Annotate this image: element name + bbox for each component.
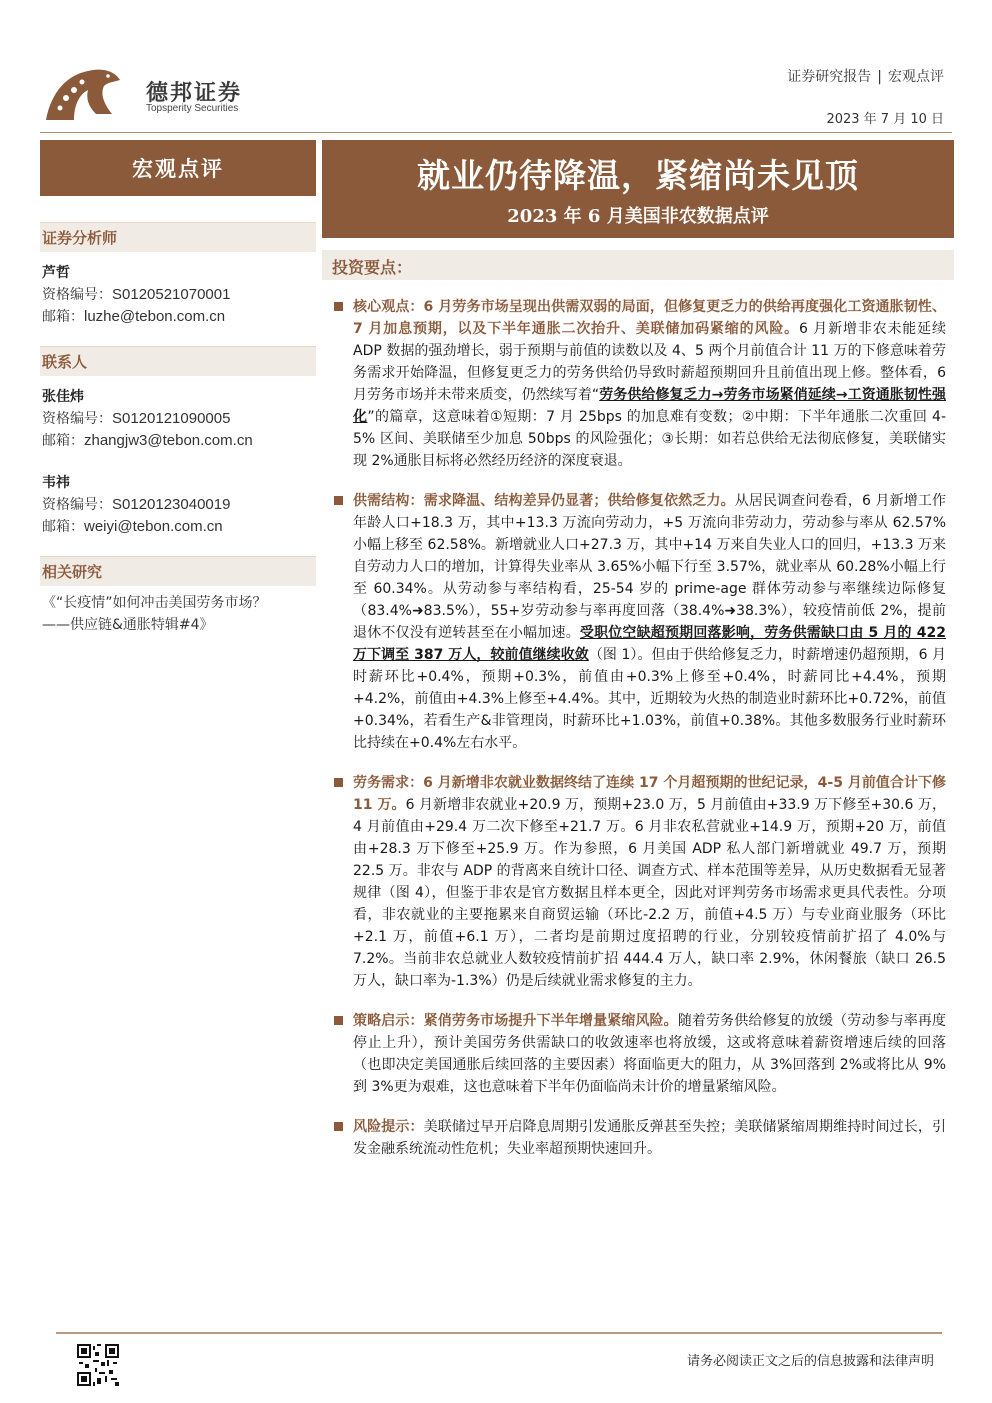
header-divider bbox=[40, 132, 952, 133]
key-point-text: ”的篇章，这意味着①短期：7 月 25bps 的加息难有变数；②中期：下半年通胀二次重回 4-5% 区间、美联储至少加息 50bps 的风险强化；③长期：如若总供给无法彻底修复，美联储实现 2%通胀目标将必然经历经济的深度衰退。 bbox=[353, 409, 947, 469]
header-separator: | bbox=[877, 69, 882, 85]
email-link[interactable]: zhangjw3@tebon.com.cn bbox=[84, 432, 253, 449]
report-category: 宏观点评 bbox=[888, 69, 944, 85]
sidebar bbox=[40, 214, 316, 636]
key-point-emphasis: 受职位空缺超预期回落影响，劳务供需缺口由 5 月的 422 万下调至 387 万人，较前值继续收敛 bbox=[353, 625, 946, 663]
brand-name-en: Topsperity Securities bbox=[146, 103, 239, 114]
contact-heading: 联系人 bbox=[40, 346, 316, 376]
key-points bbox=[322, 296, 954, 1160]
research-line: 《“长疫情”如何冲击美国劳务市场？ bbox=[42, 595, 267, 611]
report-subtitle: 2023 年 6 月美国非农数据点评 bbox=[507, 206, 769, 227]
bullet-marker bbox=[334, 1122, 343, 1131]
cert-label: 资格编号： bbox=[42, 411, 112, 427]
key-point-emphasis: 劳务供给修复乏力→劳务市场紧俏延续→工资通胀韧性强化 bbox=[353, 387, 946, 425]
bullet-marker bbox=[334, 1016, 343, 1025]
key-point-text: 从居民调查问卷看，6 月新增工作年龄人口+18.3 万，其中+13.3 万流向劳动力，+5 万流向非劳动力，劳动参与率从 62.57%小幅上移至 62.58%。新增就业人口+27.3 万，其中+14 万来自失业人口的回归，+13.3 万来自劳动力人口的增加，计算得失业率从 3.65%小幅下行至 3.57%，就业率从 60.28%小幅上行至 60.34%。从劳动参与率结构看，25-54 岁的 prime-age 群体劳动参与率继续边际修复（83.4%➜83.5%），55+岁劳动参与率再度回落（38.4%➜38.3%），较疫情前低 2%，提前退休不仅没有逆转甚至在小幅加速。 bbox=[353, 493, 947, 641]
contact-email bbox=[42, 516, 316, 538]
key-point-text: 随着劳务供给修复的放缓（劳动参与率再度停止上升），预计美国劳务供需缺口的收敛速率也将放缓，这或将意味着薪资增速后续的回落（也即决定美国通胀后续回落的主要因素）将面临更大的阻力，从 3%回落到 2%或将比从 9%到 3%更为艰难，这也意味着下半年仍面临尚未计价的增量紧缩风险。 bbox=[353, 1013, 947, 1095]
header-meta bbox=[787, 66, 944, 86]
contact-cert bbox=[42, 408, 316, 430]
email-label: 邮箱： bbox=[42, 519, 84, 535]
key-point-text: （图 1）。但由于供给修复乏力，时薪增速仍超预期，6 月时薪环比+0.4%，预期+0.3%，前值由+0.3%上修至+0.4%，时薪同比+4.4%，预期+4.2%，前值由+4.3%上修至+4.4%。其中，近期较为火热的制造业时薪环比+0.72%，前值+0.34%，若看生产&非管理岗，时薪环比+1.03%，前值+0.38%。其他多数服务行业时薪环比持续在+0.4%左右水平。 bbox=[353, 647, 946, 751]
key-point bbox=[322, 772, 954, 992]
report-title: 就业仍待降温，紧缩尚未见顶 bbox=[417, 156, 859, 195]
main-content bbox=[322, 250, 954, 1178]
key-point-heading: 劳务需求：6 月新增非农就业数据终结了连续 17 个月超预期的世纪记录，4-5 月前值合计下修 11 万。 bbox=[353, 775, 946, 813]
qr-code-icon bbox=[77, 1344, 119, 1386]
analyst-name: 芦哲 bbox=[42, 265, 70, 281]
analyst-cert bbox=[42, 284, 316, 306]
key-point bbox=[322, 490, 954, 754]
analyst-email bbox=[42, 306, 316, 328]
contact-email bbox=[42, 430, 316, 452]
report-date: 2023 年 7 月 10 日 bbox=[826, 112, 944, 127]
key-point bbox=[322, 1010, 954, 1098]
analyst-heading: 证券分析师 bbox=[40, 222, 316, 252]
brand-name-cn: 德邦证券 bbox=[146, 81, 243, 106]
email-label: 邮箱： bbox=[42, 433, 84, 449]
section-heading: 投资要点： bbox=[322, 250, 954, 280]
research-line: ——供应链&通胀特辑#4》 bbox=[42, 617, 214, 633]
footer-divider bbox=[56, 1332, 942, 1334]
contact-cert bbox=[42, 494, 316, 516]
related-research-link[interactable] bbox=[42, 592, 316, 636]
cert-label: 资格编号： bbox=[42, 497, 112, 513]
bullet-marker bbox=[334, 496, 343, 505]
key-point bbox=[322, 296, 954, 472]
bullet-marker bbox=[334, 302, 343, 311]
key-point-heading: 策略启示：紧俏劳务市场提升下半年增量紧缩风险。 bbox=[353, 1013, 678, 1029]
key-point-text: 美联储过早开启降息周期引发通胀反弹甚至失控；美联储紧缩周期维持时间过长，引发金融系统流动性危机；失业率超预期快速回升。 bbox=[353, 1119, 947, 1157]
cert-value: S0120521070001 bbox=[112, 286, 231, 303]
cert-value: S0120121090005 bbox=[112, 410, 231, 427]
contact-name: 韦祎 bbox=[42, 475, 70, 491]
email-label: 邮箱： bbox=[42, 309, 84, 325]
cert-value: S0120123040019 bbox=[112, 496, 231, 513]
key-point bbox=[322, 1116, 954, 1160]
category-box: 宏观点评 bbox=[40, 140, 316, 196]
email-link[interactable]: weiyi@tebon.com.cn bbox=[84, 518, 223, 535]
email-link[interactable]: luzhe@tebon.com.cn bbox=[84, 308, 226, 325]
report-type: 证券研究报告 bbox=[787, 69, 872, 85]
title-banner bbox=[322, 140, 954, 238]
contact-name: 张佳炜 bbox=[42, 389, 84, 405]
key-point-heading: 供需结构：需求降温、结构差异仍显著；供给修复依然乏力。 bbox=[353, 493, 735, 509]
key-point-text: 6 月新增非农就业+20.9 万，预期+23.0 万，5 月前值由+33.9 万下修至+30.6 万，4 月前值由+29.4 万二次下修至+21.7 万。6 月非农私营就业+14.9 万，预期+20 万，前值由+28.3 万下修至+25.9 万。作为参照，6 月美国 ADP 私人部门新增就业 49.7 万，预期 22.5 万。非农与 ADP 的背离来自统计口径、调查方式、样本范围等差异，从历史数据看无显著规律（图 4），但鉴于非农是官方数据且样本更全，因此对评判劳务市场需求更具代表性。分项看，非农就业的主要拖累来自商贸运输（环比-2.2 万，前值+4.5 万）与专业商业服务（环比+2.1 万，前值+6.1 万），二者均是前期过度招聘的行业，分别较疫情前扩招了 4.0%与 7.2%。当前非农总就业人数较疫情前扩招 444.4 万人，缺口率 2.9%，休闲餐旅（缺口 26.5 万人，缺口率为-1.3%）仍是后续就业需求修复的主力。 bbox=[353, 797, 947, 989]
key-point-text: 6 月新增非农未能延续 ADP 数据的强劲增长，弱于预期与前值的读数以及 4、5 两个月前值合计 11 万的下修意味着劳务需求开始降温，但修复更乏力的劳务供给仍导致时薪超预期回升且前值出现上修。整体看，6 月劳务市场并未带来质变，仍然续写着“ bbox=[353, 321, 946, 403]
legal-disclaimer: 请务必阅读正文之后的信息披露和法律声明 bbox=[686, 1354, 934, 1369]
key-point-heading: 风险提示： bbox=[353, 1119, 424, 1135]
cert-label: 资格编号： bbox=[42, 287, 112, 303]
research-heading: 相关研究 bbox=[40, 556, 316, 586]
leopard-logo-icon bbox=[44, 64, 122, 122]
key-point-heading: 核心观点：6 月劳务市场呈现出供需双弱的局面，但修复更乏力的供给再度强化工资通胀韧性、7 月加息预期，以及下半年通胀二次抬升、美联储加码紧缩的风险。 bbox=[353, 299, 946, 337]
bullet-marker bbox=[334, 778, 343, 787]
